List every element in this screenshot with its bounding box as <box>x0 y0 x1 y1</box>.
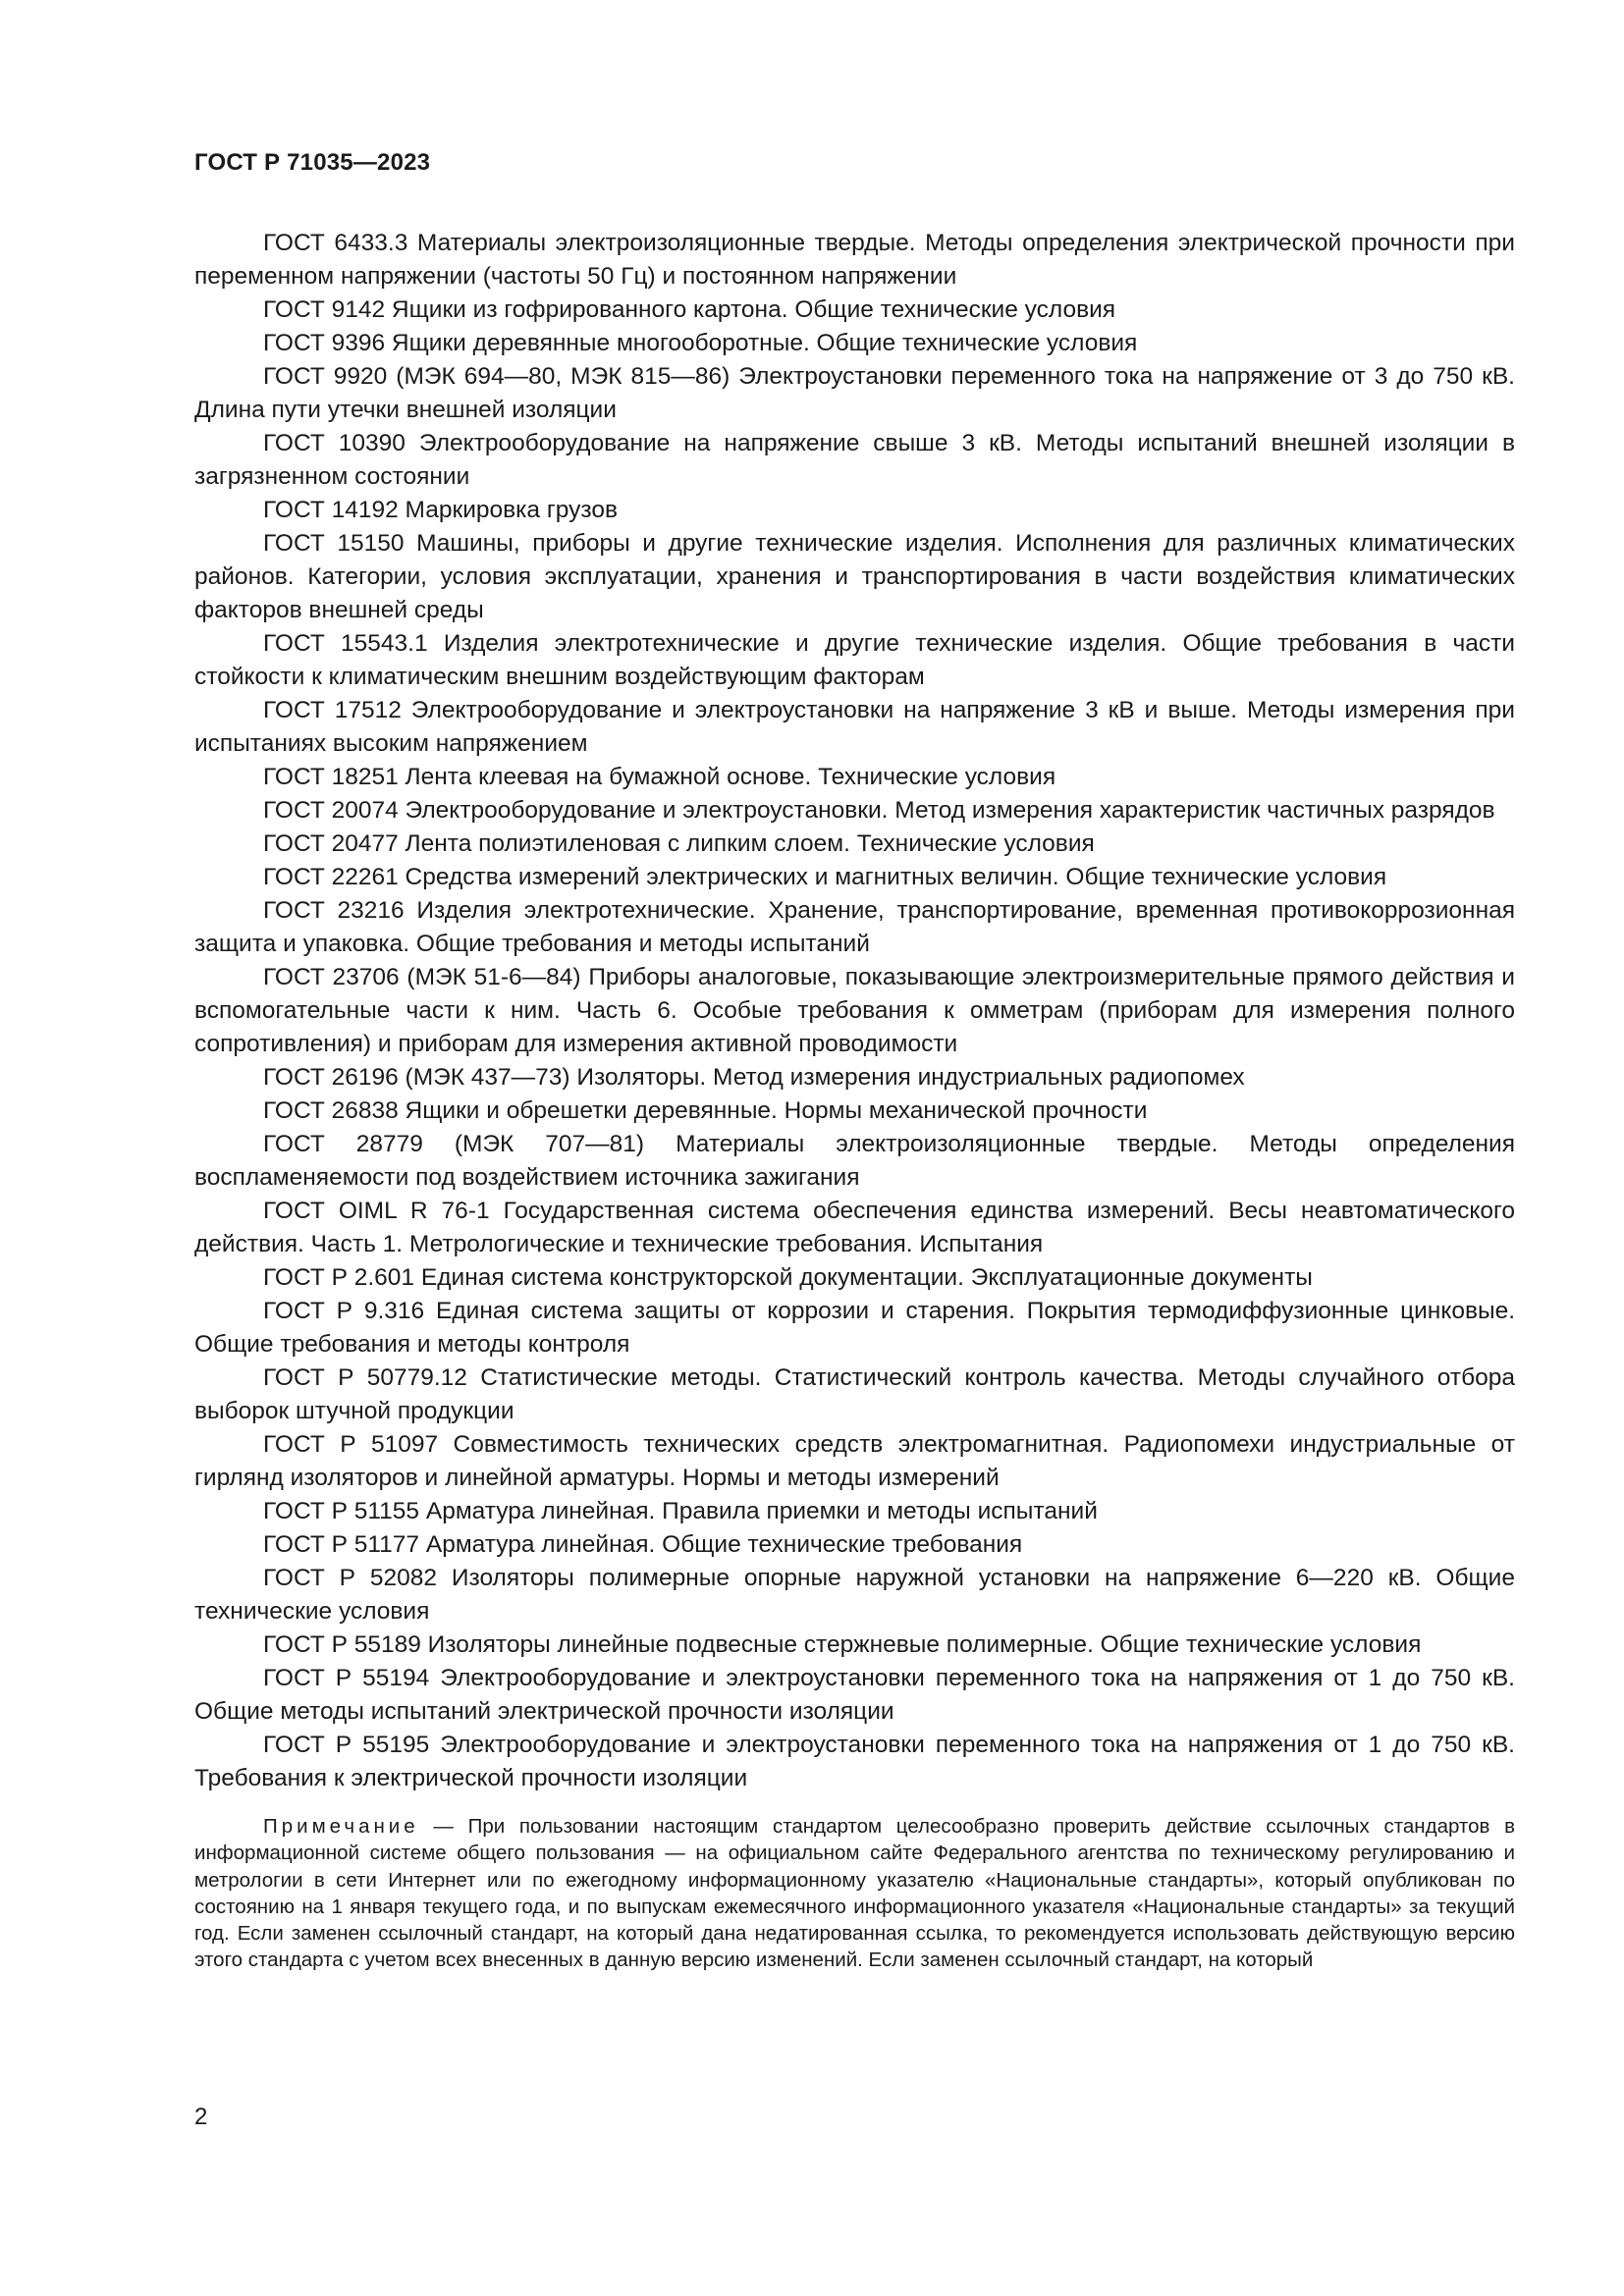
reference-item: ГОСТ 26838 Ящики и обрешетки деревянные. Нормы механической прочности <box>263 1097 1148 1124</box>
reference-item: ГОСТ 18251 Лента клеевая на бумажной основе. Технические условия <box>263 764 1056 790</box>
reference-item: ГОСТ 23706 (МЭК 51-6—84) Приборы аналоговые, показывающие электроизмерительные прямого действия и вспомогательные части к ним. Часть 6. Особые требования к омметрам (приборам для измерения полного сопротивления) и приборам для измерения активной проводимости <box>194 964 1515 1057</box>
reference-item: ГОСТ Р 9.316 Единая система защиты от коррозии и старения. Покрытия термодиффузионные цинковые. Общие требования и методы контроля <box>194 1298 1515 1358</box>
reference-item: ГОСТ 28779 (МЭК 707—81) Материалы электроизоляционные твердые. Методы определения воспламеняемости под воздействием источника зажигания <box>194 1131 1515 1191</box>
reference-item: ГОСТ 22261 Средства измерений электрических и магнитных величин. Общие технические условия <box>263 864 1387 890</box>
reference-list <box>194 227 1515 1795</box>
reference-item: ГОСТ 9142 Ящики из гофрированного картона. Общие технические условия <box>263 296 1116 323</box>
document-header: ГОСТ Р 71035—2023 <box>194 149 431 176</box>
reference-item: ГОСТ 9920 (МЭК 694—80, МЭК 815—86) Электроустановки переменного тока на напряжение от 3 до 750 кВ. Длина пути утечки внешней изоляции <box>194 363 1515 423</box>
reference-item: ГОСТ Р 52082 Изоляторы полимерные опорные наружной установки на напряжение 6—220 кВ. Общие технические условия <box>194 1565 1515 1625</box>
reference-item: ГОСТ 15150 Машины, приборы и другие технические изделия. Исполнения для различных климатических районов. Категории, условия эксплуатации, хранения и транспортирования в части воздействия климатических факторов внешней среды <box>194 530 1515 623</box>
reference-item: ГОСТ OIML R 76-1 Государственная система обеспечения единства измерений. Весы неавтоматического действия. Часть 1. Метрологические и технические требования. Испытания <box>194 1198 1515 1257</box>
reference-item: ГОСТ Р 2.601 Единая система конструкторской документации. Эксплуатационные документы <box>263 1264 1313 1291</box>
reference-item: ГОСТ Р 55195 Электрооборудование и электроустановки переменного тока на напряжения от 1 до 750 кВ. Требования к электрической прочности изоляции <box>194 1732 1515 1791</box>
reference-item: ГОСТ Р 51155 Арматура линейная. Правила приемки и методы испытаний <box>263 1498 1098 1524</box>
reference-item: ГОСТ 23216 Изделия электротехнические. Хранение, транспортирование, временная противокоррозионная защита и упаковка. Общие требования и методы испытаний <box>194 897 1515 957</box>
reference-item: ГОСТ 14192 Маркировка грузов <box>263 497 618 523</box>
reference-item: ГОСТ Р 50779.12 Статистические методы. Статистический контроль качества. Методы случайного отбора выборок штучной продукции <box>194 1364 1515 1424</box>
reference-item: ГОСТ 20477 Лента полиэтиленовая с липким слоем. Технические условия <box>263 830 1095 857</box>
reference-item: ГОСТ 20074 Электрооборудование и электроустановки. Метод измерения характеристик частичных разрядов <box>263 797 1495 824</box>
note-text: — При пользовании настоящим стандартом целесообразно проверить действие ссылочных стандартов в информационной системе общего пользования — на официальном сайте Федерального агентства по техническому регулированию и метрологии в сети Интернет или по ежегодному информационному указателю «Национальные стандарты», который опубликован по состоянию на 1 января текущего года, и по выпускам ежемесячного информационного указателя «Национальные стандарты» за текущий год. Если заменен ссылочный стандарт, на который дана недатированная ссылка, то рекомендуется использовать действующую версию этого стандарта с учетом всех внесенных в данную версию изменений. Если заменен ссылочный стандарт, на который <box>194 1815 1515 1972</box>
reference-item: ГОСТ 9396 Ящики деревянные многооборотные. Общие технические условия <box>263 330 1138 356</box>
reference-item: ГОСТ 26196 (МЭК 437—73) Изоляторы. Метод измерения индустриальных радиопомех <box>263 1064 1245 1091</box>
note-paragraph <box>194 1813 1515 1974</box>
reference-item: ГОСТ 15543.1 Изделия электротехнические и другие технические изделия. Общие требования в части стойкости к климатическим внешним воздействующим факторам <box>194 630 1515 690</box>
reference-item: ГОСТ 6433.3 Материалы электроизоляционные твердые. Методы определения электрической прочности при переменном напряжении (частоты 50 Гц) и постоянном напряжении <box>194 230 1515 290</box>
reference-item: ГОСТ 17512 Электрооборудование и электроустановки на напряжение 3 кВ и выше. Методы измерения при испытаниях высоким напряжением <box>194 697 1515 757</box>
document-body <box>194 227 1515 1994</box>
note-label: Примечание <box>263 1815 419 1838</box>
reference-item: ГОСТ Р 55189 Изоляторы линейные подвесные стержневые полимерные. Общие технические условия <box>263 1631 1422 1658</box>
reference-item: ГОСТ Р 55194 Электрооборудование и электроустановки переменного тока на напряжения от 1 до 750 кВ. Общие методы испытаний электрической прочности изоляции <box>194 1665 1515 1725</box>
reference-item: ГОСТ 10390 Электрооборудование на напряжение свыше 3 кВ. Методы испытаний внешней изоляции в загрязненном состоянии <box>194 430 1515 490</box>
reference-item: ГОСТ Р 51177 Арматура линейная. Общие технические требования <box>263 1531 1023 1558</box>
page-number: 2 <box>194 2104 208 2130</box>
reference-item: ГОСТ Р 51097 Совместимость технических средств электромагнитная. Радиопомехи индустриальные от гирлянд изоляторов и линейной арматуры. Нормы и методы измерений <box>194 1431 1515 1491</box>
